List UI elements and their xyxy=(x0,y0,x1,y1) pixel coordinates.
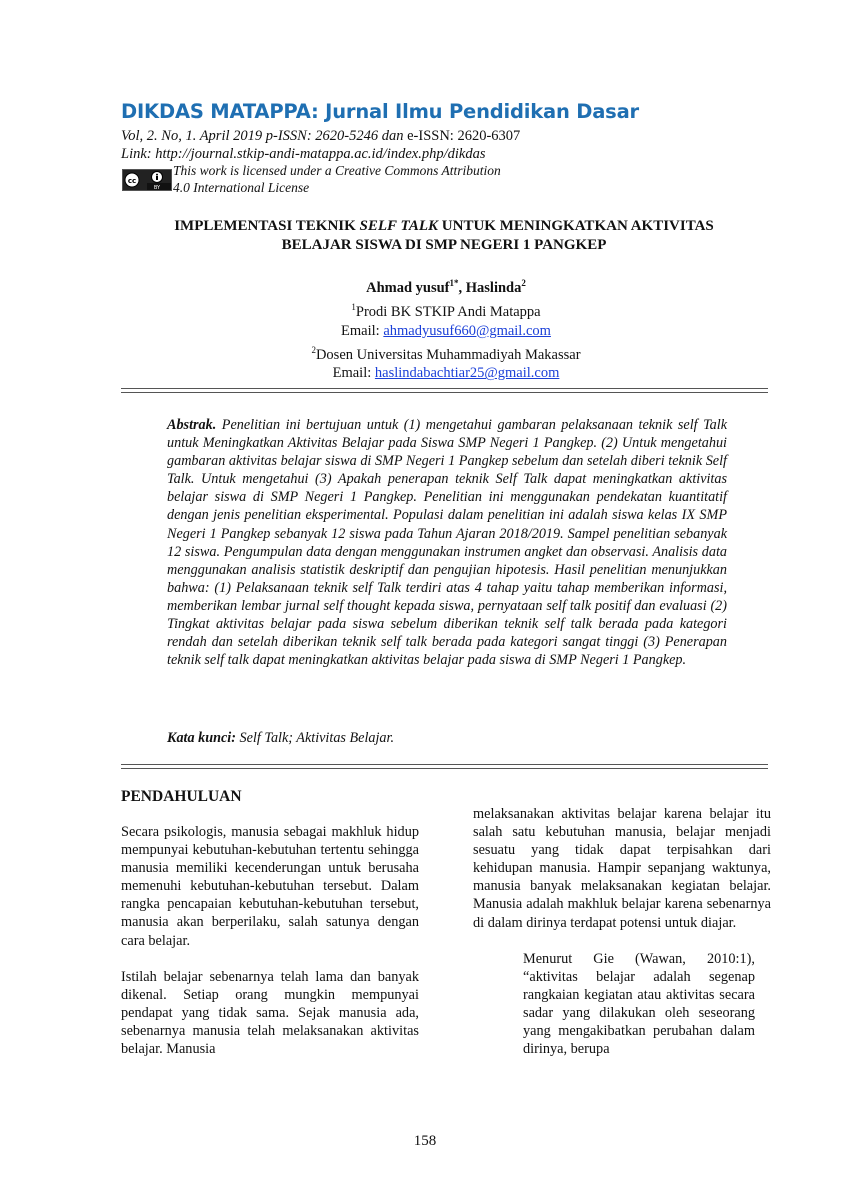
divider-rule xyxy=(121,768,768,769)
affiliation-2 xyxy=(121,341,771,365)
email-link-1[interactable]: ahmadyusuf660@gmail.com xyxy=(383,322,551,339)
left-paragraph-1: Secara psikologis, manusia sebagai makhluk hidup mempunyai kebutuhan-kebutuhan tertentu sehingga manusia memiliki kecenderungan untuk berusaha memenuhi kebutuhan-kebutuhan tersebut. Dalam rangka pencapaian kebutuhan-kebutuhan tersebut, manusia akan berperilaku, salah satunya dengan cara belajar. xyxy=(121,824,419,949)
journal-title: DIKDAS MATAPPA: Jurnal Ilmu Pendidikan Dasar xyxy=(121,100,639,123)
abstract xyxy=(167,416,727,669)
license-line-1: This work is licensed under a Creative Commons Attribution xyxy=(173,163,501,178)
right-quote: Menurut Gie (Wawan, 2010:1), “aktivitas belajar adalah segenap rangkaian kegiatan atau aktivitas secara sadar yang dilakukan oleh seseorang yang mengakibatkan perubahan dalam dirinya, berupa xyxy=(523,951,755,1058)
keywords-text: Self Talk; Aktivitas Belajar. xyxy=(235,730,395,746)
author-names xyxy=(121,274,771,298)
abstract-label: Abstrak. xyxy=(167,417,217,433)
email-link-2[interactable]: haslindabachtiar25@gmail.com xyxy=(374,365,560,382)
cc-badge-text: BY xyxy=(153,185,161,190)
author-block xyxy=(121,274,771,383)
author-1-sup: 1* xyxy=(449,278,459,288)
svg-text:cc: cc xyxy=(127,177,137,185)
block-quote xyxy=(523,950,755,1059)
author-1: Ahmad yusuf xyxy=(366,279,450,296)
cc-by-icon xyxy=(123,170,171,190)
page-number: 158 xyxy=(413,1133,437,1149)
affiliation-2-sup: 2 xyxy=(311,344,316,355)
email-label-2: Email: xyxy=(332,365,375,382)
title-part-2: UNTUK MENINGKATKAN AKTIVITAS xyxy=(438,218,714,234)
title-part-1: IMPLEMENTASI TEKNIK xyxy=(174,218,360,234)
section-heading: PENDAHULUAN xyxy=(121,788,242,805)
author-2: Haslinda xyxy=(465,279,522,296)
right-paragraph-1: melaksanakan aktivitas belajar karena belajar itu salah satu kebutuhan manusia, belajar menjadi sesuatu yang tidak dapat terpisahkan dari kehidupan manusia. Hampir sepanjang waktunya, manusia banyak melaksanakan kegiatan belajar. Manusia adalah makhluk belajar karena sebenarnya di dalam dirinya terdapat potensi untuk diajar. xyxy=(473,806,771,931)
divider-rule xyxy=(121,392,768,393)
title-line-2: BELAJAR SISWA DI SMP NEGERI 1 PANGKEP xyxy=(281,237,607,253)
affiliation-1 xyxy=(121,298,771,322)
keywords xyxy=(167,730,394,747)
affiliation-1-sup: 1 xyxy=(351,301,356,312)
volume-issn-text: Vol, 2. No, 1. April 2019 p-ISSN: 2620-5246 dan xyxy=(121,128,408,144)
author-2-sup: 2 xyxy=(521,278,526,288)
volume-line xyxy=(121,128,520,145)
eissn-text: e-ISSN: 2620-6307 xyxy=(407,128,521,144)
paper-title xyxy=(121,217,767,255)
right-column xyxy=(473,805,771,932)
license-line-2: 4.0 International License xyxy=(173,180,310,195)
email-label-1: Email: xyxy=(341,322,384,339)
email-line-2 xyxy=(121,364,771,383)
left-paragraph-2: Istilah belajar sebenarnya telah lama dan banyak dikenal. Setiap orang mungkin mempunyai pendapat yang tidak sama. Sejak manusia ada, sebenarnya manusia telah melaksanakan aktivitas belajar. Manusia xyxy=(121,968,419,1058)
divider-rule xyxy=(121,764,768,765)
email-line-1 xyxy=(121,322,771,341)
keywords-label: Kata kunci: xyxy=(167,730,236,746)
author-separator: , xyxy=(458,279,466,296)
abstract-text: Penelitian ini bertujuan untuk (1) mengetahui gambaran pelaksanaan teknik self Talk untuk Meningkatkan Aktivitas Belajar pada Siswa SMP Negeri 1 Pangkep. (2) Untuk mengetahui gambaran aktivitas belajar siswa di SMP Negeri 1 Pangkep sebelum dan setelah diberi teknik Self Talk. Untuk mengetahui (3) Apakah penerapan teknik Self Talk dapat meningkatkan aktivitas belajar siswa di SMP Negeri 1 Pangkep. Penelitian ini menggunakan pendekatan kuantitatif dengan jenis penelitian eksperimental. Populasi dalam penelitian ini adalah siswa kelas IX SMP Negeri 1 Pangkep sebanyak 12 siswa pada Tahun Ajaran 2018/2019. Sampel penelitian sebanyak 12 siswa. Pengumpulan data dengan menggunakan instrumen angket dan observasi. Analisis data menggunakan analisis statistik deskriptif dan pengujian hipotesis. Hasil penelitian menunjukkan bahwa: (1) Pelaksanaan teknik self Talk terdiri atas 4 tahap yaitu tahap memberikan informasi, memberikan lembar jurnal self thought kepada siswa, pernyataan self talk positif dan evaluasi (2) Tingkat aktivitas belajar pada siswa sebelum diberikan teknik self talk berada pada kategori rendah dan setelah diberikan teknik self talk berada pada kategori sangat tinggi (3) Penerapan teknik self talk dapat meningkatkan aktivitas belajar pada siswa di SMP Negeri 1 Pangkep. xyxy=(167,417,727,669)
title-italic: SELF TALK xyxy=(359,218,439,234)
divider-rule xyxy=(121,388,768,389)
creative-commons-badge xyxy=(122,169,172,191)
left-column xyxy=(121,823,419,1058)
affiliation-2-text: Dosen Universitas Muhammadiyah Makassar xyxy=(315,346,581,363)
journal-link: Link: http://journal.stkip-andi-matappa.ac.id/index.php/dikdas xyxy=(121,146,486,162)
affiliation-1-text: Prodi BK STKIP Andi Matappa xyxy=(355,303,541,320)
